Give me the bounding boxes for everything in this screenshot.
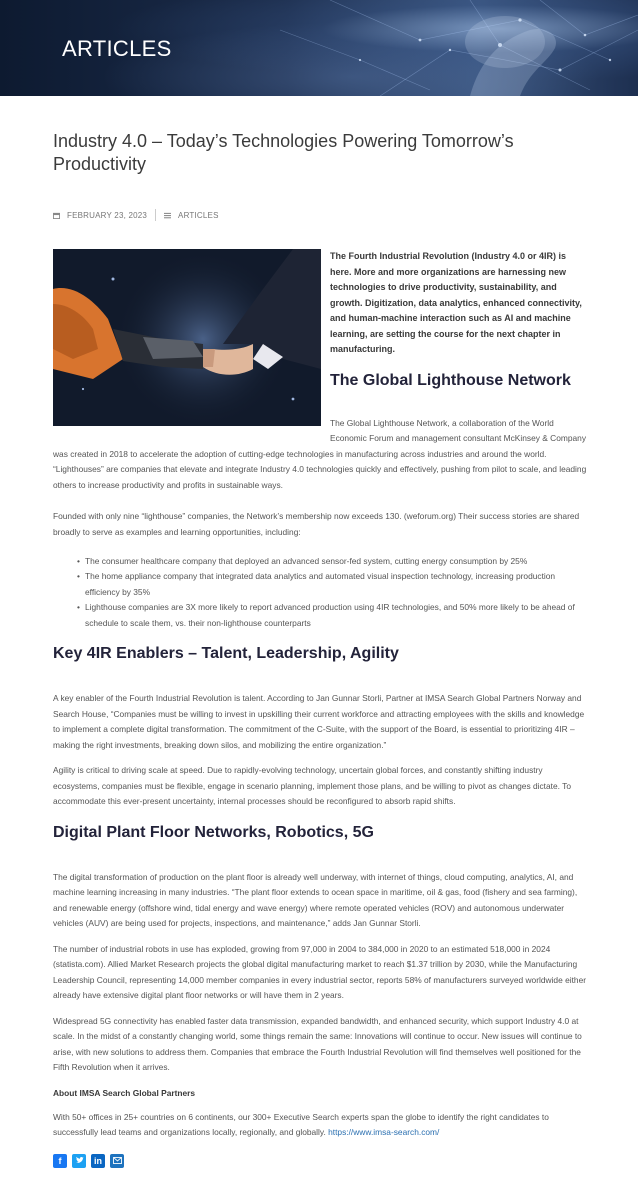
plant-floor-paragraph-3: Widespread 5G connectivity has enabled faster data transmission, expanded bandwidth, and enhanced security, which support Industry 4.0 at scale. In the midst of a constantly changing world, some things remain the same: Innovations will continue to occur. New issues will continue to arise, with new solutions to address them. Companies that embrace the Fourth Industrial Revolution will find themselves well positioned for the Fifth Revolution when it arrives.: [53, 1015, 582, 1073]
handshake-image: [53, 249, 321, 426]
twitter-icon[interactable]: [72, 1154, 86, 1168]
list-item: • Lighthouse companies are 3X more likely to report advanced production using 4IR technologies, and 50% more likely to be ahead of schedule to scale them, vs. their non-lighthouse counterparts: [77, 600, 590, 631]
article-date: FEBRUARY 23, 2023: [67, 210, 148, 220]
article-title: Industry 4.0 – Today’s Technologies Powering Tomorrow’s Productivity: [53, 131, 514, 174]
enablers-paragraph-2: Agility is critical to driving scale at speed. Due to rapidly-evolving technology, uncertain global forces, and constantly shifting industry ecosystems, companies must be flexible, engage in scenario planning, implement those plans, and be willing to pivot as changes dictate. To accommodate this ever-present uncertainty, internal processes should be reconfigured to absorb rapid shifts.: [53, 765, 571, 807]
plant-floor-paragraph-1: The digital transformation of production on the plant floor is already well underway, with internet of things, cloud computing, analytics, AI, and machine learning increasing in many industries. “The plant floor extends to ocean space in maritime, oil & gas, food (fishery and sea farming), and renewable energy (offshore wind, tidal energy and wave energy) where remote operated vehicles (ROV) and autonomous underwater vehicles (AUV) are being used for projects, inspections, and maintenance,” adds Jan Gunnar Storli.: [53, 871, 578, 929]
page-header-banner: [0, 0, 638, 96]
article-category-link[interactable]: ARTICLES: [178, 210, 219, 220]
article-intro: [53, 249, 590, 493]
about-paragraph: [53, 1110, 590, 1141]
section-heading-enablers: Key 4IR Enablers – Talent, Leadership, Agility: [53, 645, 399, 663]
lighthouse-paragraph-2: Founded with only nine “lighthouse” companies, the Network’s membership now exceeds 130. (weforum.org) Their success stories are shared broadly to serve as examples and learning opportunities, including:: [53, 511, 580, 537]
robot-human-handshake-illustration: [53, 249, 321, 426]
section-heading-lighthouse: The Global Lighthouse Network: [330, 371, 571, 389]
list-item: • The consumer healthcare company that deployed an advanced sensor-fed system, cutting energy consumption by 25%: [77, 554, 590, 569]
article-meta: [53, 209, 590, 221]
imsa-website-link[interactable]: https://www.imsa-search.com/: [328, 1127, 440, 1138]
list-item: • The home appliance company that integrated data analytics and automated visual inspection technology, increasing production efficiency by 35%: [77, 569, 590, 600]
email-icon[interactable]: [110, 1154, 124, 1168]
page-header-title: ARTICLES: [62, 36, 172, 61]
lighthouse-examples-list: [77, 554, 590, 631]
article: [53, 130, 590, 1168]
linkedin-icon[interactable]: in: [91, 1154, 105, 1168]
about-heading: About IMSA Search Global Partners: [53, 1087, 196, 1098]
list-icon: [164, 212, 171, 219]
enablers-paragraph-1: A key enabler of the Fourth Industrial Revolution is talent. According to Jan Gunnar Storli, Partner at IMSA Search Global Partners Norway and Search House, “Companies must be willing to invest in upskilling their current workforce and attracting employees with the skills and knowledge to implement a complete digital transformation. The commitment of the C-Suite, with the support of the Board, is essential to prioritizing 4IR – making the right investments, breaking down silos, and mobilizing the entire organization.”: [53, 693, 585, 750]
meta-divider: [155, 209, 156, 221]
share-buttons: [53, 1154, 590, 1168]
calendar-icon: [53, 212, 60, 219]
plant-floor-paragraph-2: The number of industrial robots in use has exploded, growing from 97,000 in 2004 to 384,000 in 2020 to an estimated 518,000 in 2024 (statista.com). Allied Market Research projects the global digital manufacturing market to reach $1.37 trillion by 2030, while the Manufacturing Leadership Council, representing 14,000 member companies in every industrial sector, reports 58% of manufacturers surveyed worldwide either already have extensive digital plant floor networks or will have them in 2 years.: [53, 943, 587, 1001]
lighthouse-paragraph-1: The Global Lighthouse Network, a collaboration of the World Economic Forum and management consultant McKinsey & Company was created in 2018 to accelerate the adoption of cutting-edge technologies in manufacturing across industries and around the world. “Lighthouses” are companies that elevate and integrate Industry 4.0 technologies quickly and effectively, pushing from pilot to scale, and leading others to increase productivity and profits in sustainable ways.: [53, 417, 587, 490]
section-heading-plant-floor: Digital Plant Floor Networks, Robotics, 5G: [53, 823, 374, 841]
facebook-icon[interactable]: f: [53, 1154, 67, 1168]
article-lede: The Fourth Industrial Revolution (Industry 4.0 or 4IR) is here. More and more organizations are harnessing new technologies to drive productivity, sustainability, and growth. Digitization, data analytics, enhanced connectivity, and human-machine interaction such as AI and machine learning, are setting the course for the next chapter in manufacturing.: [330, 251, 582, 354]
about-text: With 50+ offices in 25+ countries on 6 continents, our 300+ Executive Search experts span the globe to identify the right candidates to successfully lead teams and organizations locally, regionally, and globally.: [53, 1111, 549, 1138]
